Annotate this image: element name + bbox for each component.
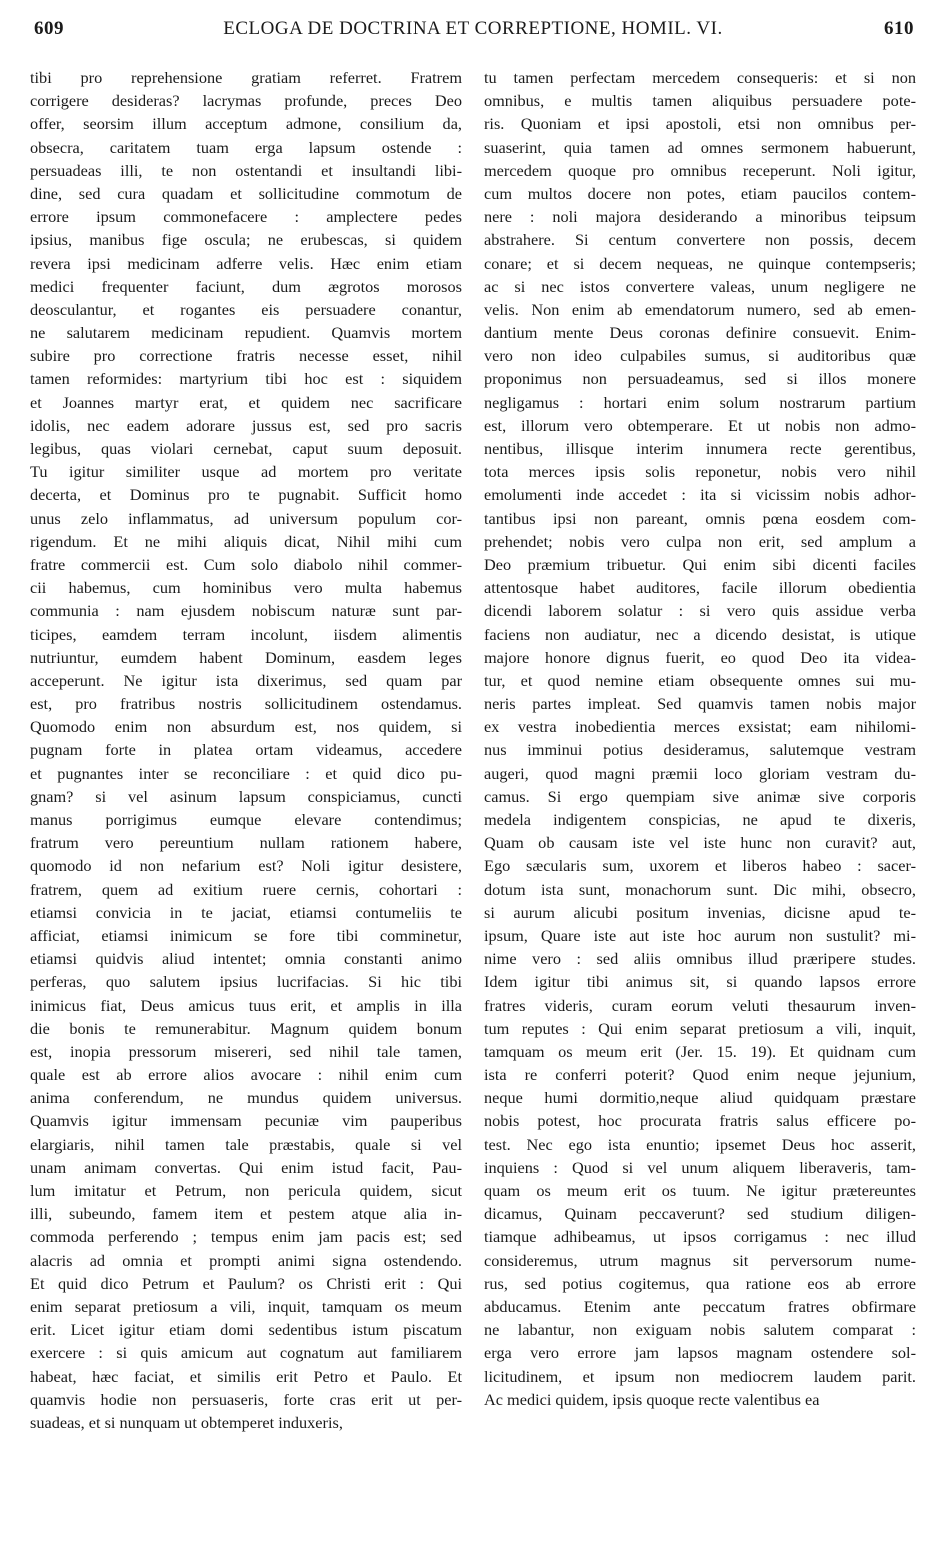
text-line: et Joannes martyr erat, et quidem nec sacrificare (30, 392, 462, 412)
text-line: fratre commercii est. Cum solo diabolo nihil commer- (30, 554, 462, 574)
text-line: fratrem, quem ad exitium ruere cernis, cohortari : (30, 879, 462, 899)
text-line: revera ipsi medicinam adferre velis. Hæc enim etiam (30, 253, 462, 273)
text-line: tantibus ipsi non pareant, omnis pœna eosdem com- (484, 508, 916, 528)
text-line: deosculantur, et rogantes eis persuadere conantur, (30, 299, 462, 319)
text-line: dicamus, Quinam peccaverunt? sed studium diligen- (484, 1204, 916, 1224)
text-line: etiamsi quidvis aliud intentet; omnia constanti animo (30, 949, 462, 969)
text-line: tiamque adhibeamus, ut ipsos corrigamus : nec illud (484, 1227, 916, 1247)
text-line: dicendi laborem solatur : si vero quis assidue verba (484, 601, 916, 621)
text-line: dantium mente Deus coronas definire consuevit. Enim- (484, 323, 916, 343)
text-line: ac si nec istos convertere valeas, unum negligere ne (484, 276, 916, 296)
text-line: erga vero errore jam lapsos magnam ostendere sol- (484, 1343, 916, 1363)
text-line: suadeas, et si nunquam ut obtemperet induxeris, (30, 1412, 343, 1432)
text-line: perferas, quo salutem ipsius lucrifacias. Si hic tibi (30, 972, 462, 992)
page-number-left: 609 (34, 18, 64, 39)
text-columns (30, 66, 916, 1506)
text-line: medela indigentem conspicias, ne apud te dixeris, (484, 810, 916, 829)
text-line: unus zelo inflammatus, ad universum populum cor- (30, 508, 462, 528)
text-line: corrigere desideras? lacrymas profunde, preces Deo (30, 91, 462, 111)
text-line: Ego sæcularis sum, uxorem et liberos habeo : sacer- (484, 856, 916, 876)
text-line: nus imminui potius desideramus, salutemque vestram (484, 740, 916, 760)
text-line: neris partes impleat. Sed quamvis tamen nobis major (484, 694, 916, 714)
text-line: ipsum, Quare iste aut iste hoc aurum non sustulit? mi- (484, 925, 916, 945)
text-line: alacris ad omnia et prompti animi signa ostendendo. (30, 1250, 462, 1270)
text-line: velis. Non enim ab emendatorum numero, sed ab emen- (484, 299, 916, 319)
text-line: proponimus non persuadeamus, sed si illos monere (484, 369, 916, 389)
text-line: quomodo id non nefarium est? Noli igitur desistere, (30, 856, 462, 876)
text-line: tota merces ipsis solis reponetur, nobis vero nihil (484, 462, 916, 482)
text-line: abducamus. Etenim ante peccatum fratres obfirmare (484, 1296, 916, 1316)
text-line: attentosque habet auditores, facile illorum obedientia (484, 578, 916, 598)
text-line: ticipes, eamdem terram incolunt, iisdem alimentis (30, 624, 462, 644)
text-line: fratres videris, curam eorum veluti thesaurum inven- (484, 995, 916, 1015)
text-line: rus, sed potius cogitemus, qua ratione eos ab errore (484, 1273, 916, 1293)
text-line: nentibus, illisque interim innumera recte gerentibus, (484, 439, 916, 458)
text-line: vero non ideo culpabiles sumus, si auditoribus quæ (484, 346, 916, 366)
right-column (484, 66, 916, 1506)
text-line: die bonis te remunerabitur. Magnum quidem bonum (30, 1018, 462, 1038)
text-line: si aurum alicubi positum invenias, dicisne apud te- (484, 902, 916, 922)
text-line: nutriuntur, eumdem habent Dominum, easdem leges (30, 647, 462, 667)
text-line: subire pro correctione fratris necesse esset, nihil (30, 346, 462, 366)
text-line: ex vestra inobedientia merces exsistat; eam nihilomi- (484, 717, 916, 737)
text-line: pugnam forte in platea ortam videamus, accedere (30, 740, 462, 760)
text-line: inimicus fiat, Deus amicus tuus erit, et amplis in illa (30, 995, 462, 1015)
text-line: acceperunt. Ne igitur ista dixerimus, sed quam par (30, 670, 462, 690)
text-line: ne labantur, non exiguam nobis salutem comparat : (484, 1320, 916, 1340)
text-line: conare; et si decem nequeas, ne quinque contempseris; (484, 253, 916, 273)
text-line: manus porrigimus eumque elevare contendimus; (30, 810, 462, 829)
text-line: et pugnantes inter se reconciliare : et quid dico pu- (30, 763, 462, 783)
text-line: tum reputes : Qui enim separat pretiosum a vili, inquit, (484, 1018, 916, 1038)
text-line: errore ipsum commonefacere : amplectere pedes (30, 207, 462, 227)
text-line: cum multos docere non potes, etiam paucilos contem- (484, 183, 916, 203)
text-line: elargiaris, nihil tamen tale præstabis, quale si vel (30, 1134, 462, 1154)
text-line: dotum ista sunt, monachorum sunt. Dic mihi, obsecro, (484, 879, 916, 899)
text-line: lum imitatur et Petrum, non pericula quidem, sicut (30, 1181, 462, 1200)
running-title: ECLOGA DE DOCTRINA ET CORREPTIONE, HOMIL. VI. (223, 18, 723, 39)
text-line: inquiens : Quod si vel unum aliquem liberaveris, tam- (484, 1157, 916, 1177)
text-line: tur, et quod nemine etiam obsequente omnes sui mu- (484, 670, 916, 690)
text-line: prehendet; nobis vero culpa non erit, sed amplum a (484, 531, 916, 551)
text-line: test. Nec ego ista enuntio; ipsemet Deus hoc asserit, (484, 1134, 916, 1154)
text-line: illi, subeundo, famem item et pestem atque alia in- (30, 1204, 462, 1224)
text-line: cii habemus, cum hominibus vero multa habemus (30, 578, 462, 598)
text-line: tamquam os meum erit (Jer. 15. 19). Et quidnam cum (484, 1041, 916, 1061)
text-line: faciens non audiatur, nec a dicendo desistat, is utique (484, 624, 916, 644)
text-line: mercedem quoque pro omnibus receperunt. Noli igitur, (484, 160, 916, 180)
text-line: offer, seorsim illum acceptum admone, consilium da, (30, 114, 462, 134)
text-line: nobis potest, hoc procurata fratris salus efficere po- (484, 1111, 916, 1131)
text-line: quale est ab errore alios avocare : nihil enim cum (30, 1065, 462, 1085)
text-line: decerta, et Dominus pro te pugnabit. Sufficit homo (30, 485, 462, 505)
text-line: ipsius, manibus fige oscula; ne erubescas, si quidem (30, 230, 462, 250)
text-line: tamen reformides: martyrium tibi hoc est : siquidem (30, 369, 462, 389)
text-line: obsecra, caritatem tuam erga lapsum ostende : (30, 137, 462, 157)
text-line: Quamvis igitur immensam pecuniæ vim pauperibus (30, 1111, 462, 1131)
text-line: legibus, quas violari cernebat, caput suum deposuit. (30, 439, 462, 458)
text-line: afficiat, etiamsi inimicum se fore tibi comminetur, (30, 925, 462, 945)
text-line: exercere : si quis amicum aut cognatum aut familiarem (30, 1343, 462, 1363)
text-line: est, inopia pressorum misereri, sed nihil tale tamen, (30, 1041, 462, 1061)
text-line: idolis, nec eadem adorare jussus est, sed pro sacris (30, 415, 462, 435)
text-line: omnibus, e multis tamen aliquibus persuadere pote- (484, 91, 916, 111)
text-line: negligamus : hortari enim solum nostrarum partium (484, 392, 916, 412)
text-line: unam animam convertas. Qui enim istud facit, Pau- (30, 1157, 462, 1177)
text-line: suaserint, quia tamen ad omnes sermonem habuerunt, (484, 137, 916, 157)
text-line: fratrum vero pereuntium nullam rationem habere, (30, 833, 462, 853)
text-line: consideremus, utrum magnus sit perversorum nume- (484, 1250, 916, 1270)
text-line: quam os meum erit os tuum. Ne igitur prætereuntes (484, 1181, 916, 1200)
text-line: rigendum. Et ne mihi aliquis dicat, Nihil mihi cum (30, 531, 462, 551)
text-line: habeat, hæc faciat, et similis erit Petro et Paulo. Et (30, 1366, 462, 1386)
text-line: tu tamen perfectam mercedem consequeris: et si non (484, 68, 916, 87)
text-line: etiamsi convicia in te jaciat, etiamsi contumeliis te (30, 902, 462, 922)
text-line: ne salutarem medicinam repudient. Quamvis mortem (30, 323, 462, 343)
text-line: Et quid dico Petrum et Paulum? os Christi erit : Qui (30, 1273, 462, 1293)
text-line: nere : noli majora desiderando a minoribus teipsum (484, 207, 916, 227)
text-line: dine, sed cura quadam et sollicitudine commotum de (30, 183, 462, 203)
text-line: ista re conferri poterit? Quod enim neque jejunium, (484, 1065, 916, 1085)
text-line: enim separat pretiosum a vili, inquit, tamquam os meum (30, 1296, 462, 1316)
text-line: camus. Si ergo quempiam sive animæ sive corporis (484, 786, 916, 806)
page-number-right: 610 (884, 18, 914, 39)
text-line: abstrahere. Si centum convertere non possis, decem (484, 230, 916, 250)
running-header (30, 14, 916, 44)
text-line: Quam ob causam iste vel iste hunc non curavit? aut, (484, 833, 916, 853)
text-line: persuadeas illi, te non ostentandi et insultandi libi- (30, 160, 462, 180)
text-line: communia : nam ejusdem nobiscum naturæ sunt par- (30, 601, 462, 621)
text-line: medici frequenter faciunt, dum ægrotos morosos (30, 276, 462, 296)
text-line: est, illorum vero obtemperare. Et ut nobis non admo- (484, 415, 916, 435)
text-line: nime vero : sed aliis omnibus illud præripere studes. (484, 949, 916, 969)
text-line: majore honore dignus fuerit, eo quod Deo ita videa- (484, 647, 916, 667)
text-line: Ac medici quidem, ipsis quoque recte valentibus ea (484, 1389, 820, 1409)
text-line: ris. Quoniam et ipsi apostoli, etsi non omnibus per- (484, 114, 916, 134)
text-line: commoda perferendo ; tempus enim jam pacis est; sed (30, 1227, 462, 1247)
text-line: Quomodo enim non absurdum est, nos quidem, si (30, 717, 462, 737)
text-line: licitudinem, et ipsum non mediocrem laudem parit. (484, 1366, 916, 1386)
text-line: quamvis hodie non persuaseris, forte cras erit ut per- (30, 1389, 462, 1409)
text-line: Tu igitur similiter usque ad mortem pro veritate (30, 462, 462, 482)
text-line: erit. Licet igitur etiam domi sedentibus istum piscatum (30, 1320, 462, 1340)
text-line: gnam? si vel asinum lapsum conspiciamus, cuncti (30, 786, 462, 806)
left-column (30, 66, 462, 1506)
text-line: Deo præmium tribuetur. Qui enim sibi dicenti faciles (484, 554, 916, 574)
text-line: est, pro fratribus nostris sollicitudinem ostendamus. (30, 694, 462, 714)
text-line: augeri, quod magni præmii loco gloriam vestram du- (484, 763, 916, 783)
text-line: neque humi dormitio,neque aliud quidquam præstare (484, 1088, 916, 1108)
text-line: Idem igitur tibi animus sit, si quando lapsos errore (484, 972, 916, 992)
text-line: anima conferendum, ne mundus quidem universus. (30, 1088, 462, 1108)
text-line: tibi pro reprehensione gratiam referret. Fratrem (30, 68, 462, 87)
text-line: emolumenti inde accedet : ita si vicissim nobis adhor- (484, 485, 916, 505)
